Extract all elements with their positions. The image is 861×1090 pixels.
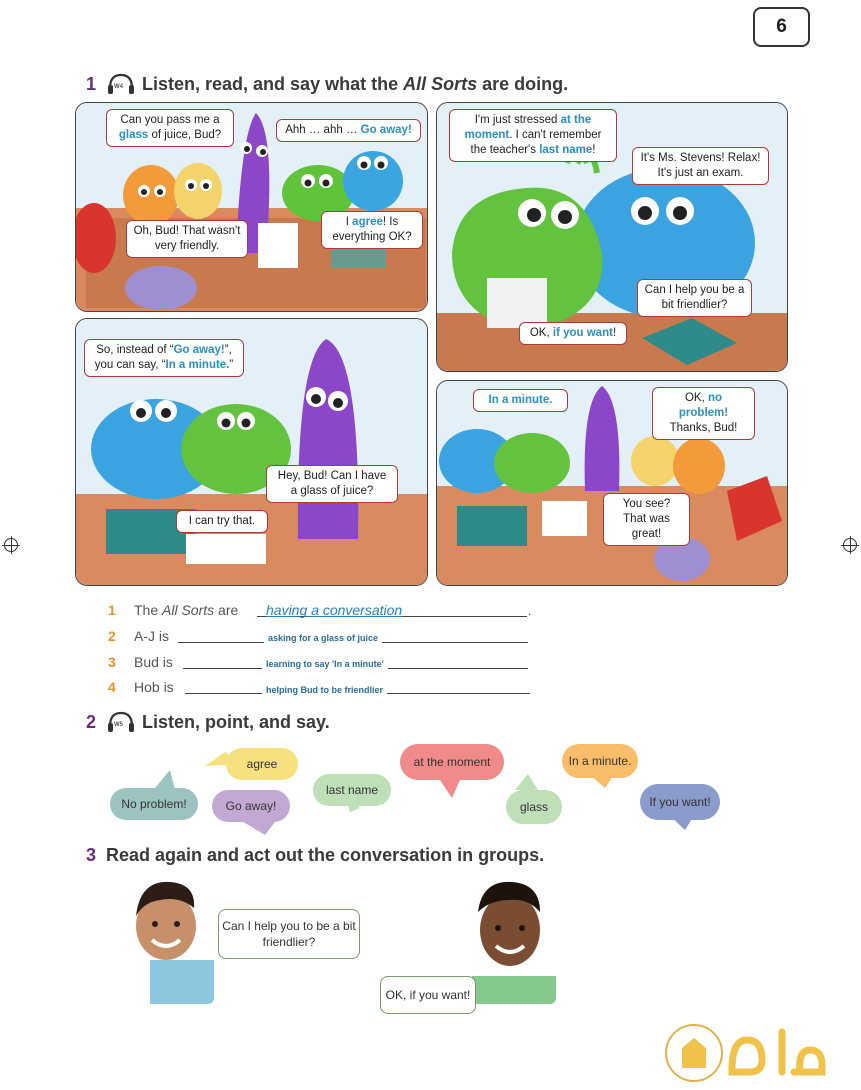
question-2: 2 A-J is [108, 628, 169, 644]
comic-panel-1 [75, 102, 428, 312]
vocab-agree[interactable]: agree [226, 748, 298, 780]
panel-1-bubble-bud: Ahh … ahh … Go away! [276, 119, 421, 142]
answer-4-text: helping Bud to be friendlier [262, 685, 387, 695]
section-3-heading [86, 845, 544, 866]
panel-3-bubble-instead: So, instead of “Go away!”, you can say, “In a minute.” [84, 339, 244, 377]
section-2-heading [86, 710, 330, 734]
page-number: 6 [753, 7, 810, 47]
panel-2-bubble-relax: It's Ms. Stevens! Relax! It's just an exam. [632, 147, 769, 185]
boy-photo-2 [462, 878, 556, 1004]
dialogue-bubble-1: Can I help you to be a bit friendlier? [218, 909, 360, 959]
boy-photo-1 [130, 878, 214, 1004]
panel-1-bubble-aj: Can you pass me a glass of juice, Bud? [106, 109, 234, 147]
vocab-go-away[interactable]: Go away! [212, 790, 290, 822]
audio-track-code: W4 [114, 84, 124, 90]
dialogue-bubble-2: OK, if you want! [380, 976, 476, 1014]
panel-2-bubble-help: Can I help you be a bit friendlier? [637, 279, 752, 317]
answer-3-text: learning to say 'In a minute' [262, 659, 388, 669]
answer-1-text: having a conversation [266, 602, 403, 618]
question-3: 3 Bud is [108, 654, 173, 670]
answer-2-text: asking for a glass of juice [264, 633, 382, 643]
section-3-title: Read again and act out the conversation in groups. [106, 845, 545, 865]
section-1-title: Listen, read, and say what the All Sorts are doing. [142, 73, 569, 94]
vocab-glass[interactable]: glass [506, 790, 562, 824]
question-4: 4 Hob is [108, 679, 174, 695]
watermark-logo [662, 1020, 852, 1086]
panel-4-bubble-minute: In a minute. [473, 389, 568, 412]
panel-1-bubble-oh-bud: Oh, Bud! That wasn't very friendly. [126, 220, 248, 258]
panel-2-bubble-bud: I'm just stressed at the moment. I can't remember the teacher's last name! [449, 109, 617, 162]
question-1-period: . [528, 604, 532, 618]
section-1-heading [86, 72, 568, 96]
panel-4-bubble-great: You see? That was great! [603, 493, 690, 546]
section-2-title: Listen, point, and say. [142, 711, 330, 732]
section-1-number: 1 [86, 73, 97, 94]
comic-panel-2 [436, 102, 788, 372]
headphones-icon[interactable] [106, 710, 136, 734]
audio-track-code: W5 [114, 722, 124, 728]
headphones-icon[interactable] [106, 72, 136, 96]
panel-3-bubble-hey-bud: Hey, Bud! Can I have a glass of juice? [266, 465, 398, 503]
registration-mark-right [843, 538, 857, 552]
comic-panel-3 [75, 318, 428, 586]
registration-mark-left [4, 538, 18, 552]
vocab-at-the-moment[interactable]: at the moment [400, 744, 504, 780]
section-2-number: 2 [86, 711, 97, 732]
panel-1-bubble-agree: I agree! Is everything OK? [321, 211, 423, 249]
panel-4-bubble-no-problem: OK, no problem! Thanks, Bud! [652, 387, 755, 440]
section-3-number: 3 [86, 845, 97, 865]
vocab-in-a-minute[interactable]: In a minute. [562, 744, 638, 778]
panel-2-bubble-ok: OK, if you want! [519, 322, 627, 345]
vocab-if-you-want[interactable]: If you want! [640, 784, 720, 820]
comic-panel-4 [436, 380, 788, 586]
question-1: 1 The All Sorts are [108, 602, 239, 618]
panel-3-bubble-try: I can try that. [176, 510, 268, 533]
vocab-last-name[interactable]: last name [313, 774, 391, 806]
vocab-no-problem[interactable]: No problem! [110, 788, 198, 820]
